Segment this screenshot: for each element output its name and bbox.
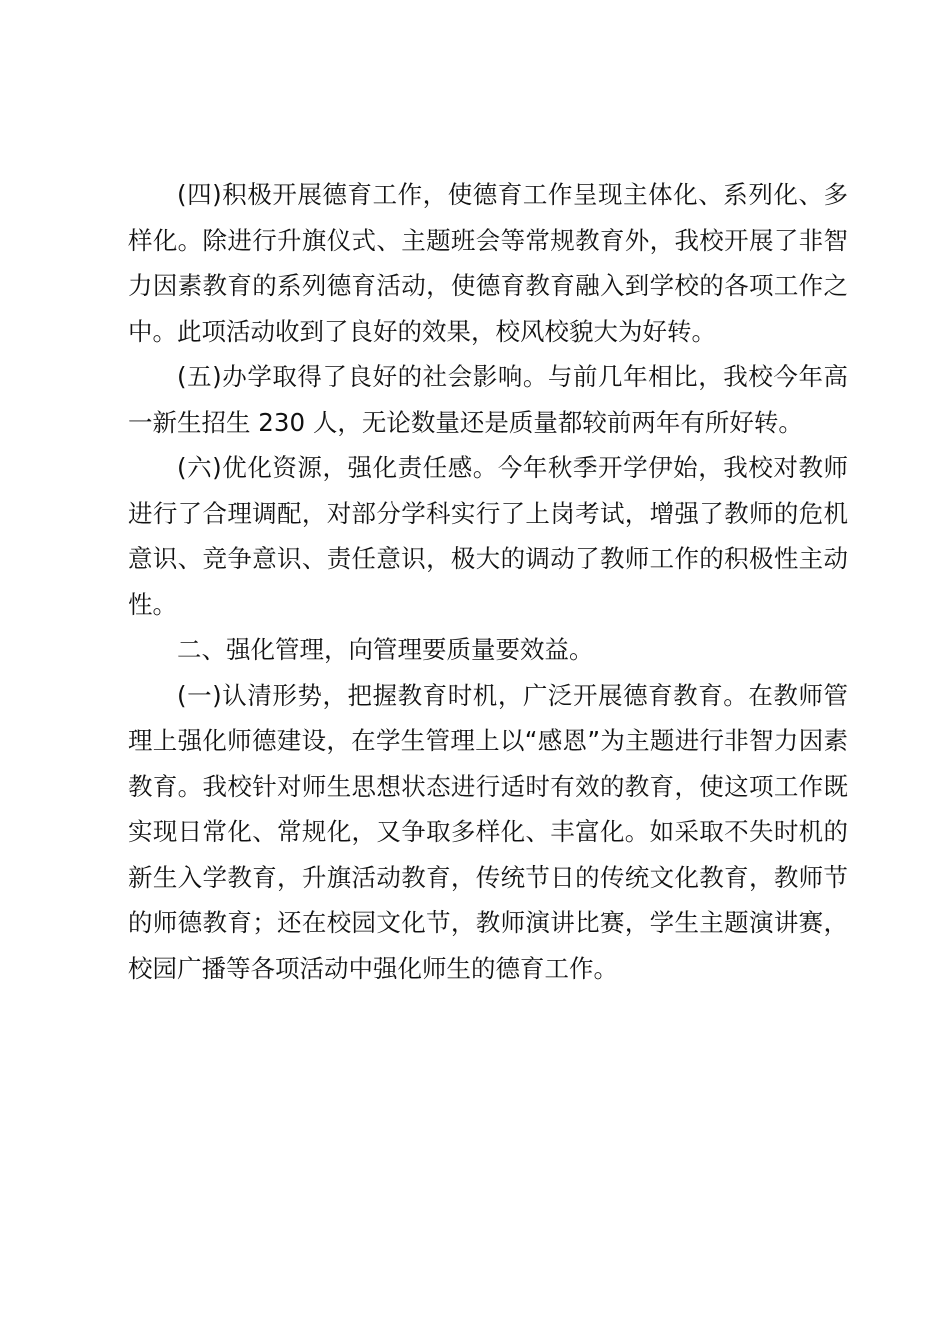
paragraph-moral-education: (四)积极开展德育工作，使德育工作呈现主体化、系列化、多样化。除进行升旗仪式、主题班会等常规教育外，我校开展了非智力因素教育的系列德育活动，使德育教育融入到学校的各项工作之中。此项活动收到了良好的效果，校风校貌大为好转。 — [128, 180, 848, 346]
section-heading-management: 二、强化管理，向管理要质量要效益。 — [177, 635, 594, 664]
document-body — [128, 172, 848, 991]
paragraph-situation-awareness: (一)认清形势，把握教育时机，广泛开展德育教育。在教师管理上强化师德建设，在学生管理上以“感恩”为主题进行非智力因素教育。我校针对师生思想状态进行适时有效的教育，使这项工作既实现日常化、常规化，又争取多样化、丰富化。如采取不失时机的新生入学教育，升旗活动教育，传统节日的传统文化教育，教师节的师德教育；还在校园文化节，教师演讲比赛，学生主题演讲赛，校园广播等各项活动中强化师生的德育工作。 — [128, 680, 848, 983]
paragraph-resource-optimization: (六)优化资源，强化责任感。今年秋季开学伊始，我校对教师进行了合理调配，对部分学科实行了上岗考试，增强了教师的危机意识、竞争意识、责任意识，极大的调动了教师工作的积极性主动性。 — [128, 453, 848, 619]
paragraph-social-impact: (五)办学取得了良好的社会影响。与前几年相比，我校今年高一新生招生 230 人，无论数量还是质量都较前两年有所好转。 — [128, 362, 848, 437]
